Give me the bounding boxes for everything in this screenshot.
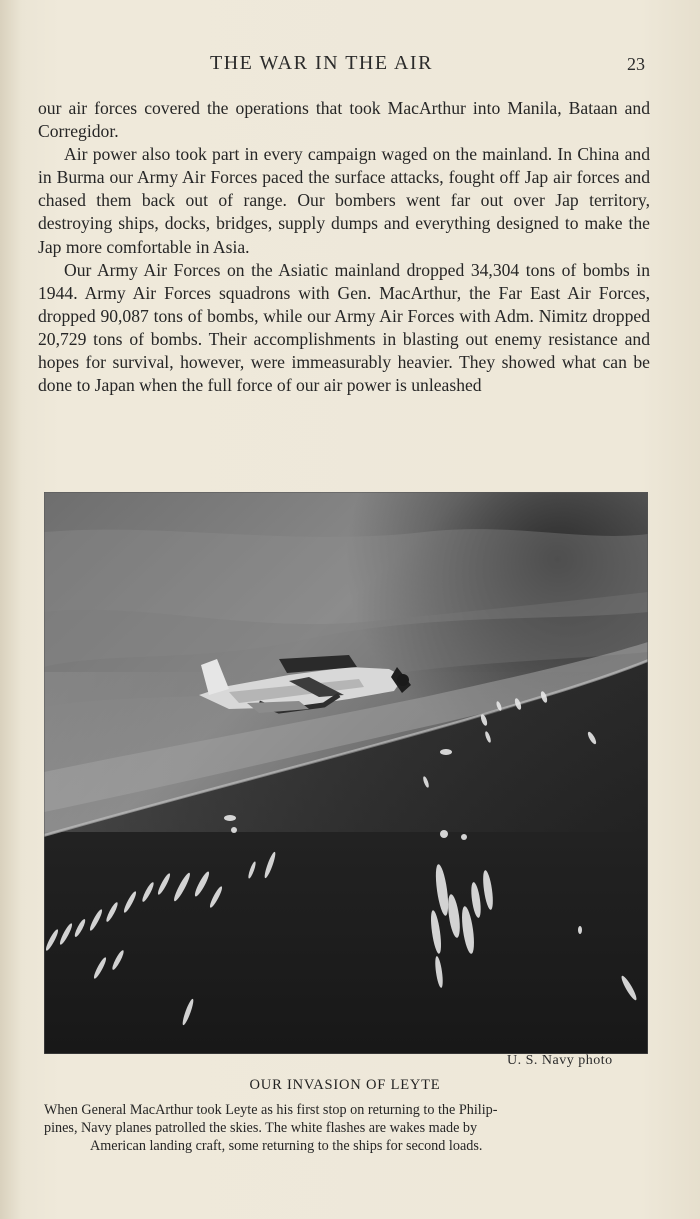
leyte-photo: [44, 492, 648, 1054]
paragraph: our air forces covered the operations that took MacArthur into Manila, Bataan and Corregidor.: [38, 98, 650, 142]
paragraph: Air power also took part in every campaign waged on the mainland. In China and in Burma our Army Air Forces paced the surface attacks, fought off Jap air forces and chased them back out of range. Our bombers went far out over Jap territory, destroying ships, docks, bridges, supply dumps and everything designed to make the Jap more comfortable in Asia.: [38, 144, 650, 257]
body-text: [38, 97, 650, 397]
photo-credit: U. S. Navy photo: [507, 1053, 613, 1068]
page-number: 23: [627, 54, 645, 74]
running-title: THE WAR IN THE AIR: [210, 52, 433, 74]
paragraph: Our Army Air Forces on the Asiatic mainland dropped 34,304 tons of bombs in 1944. Army Air Forces squadrons with Gen. MacArthur, the Far East Air Forces, dropped 90,087 tons of bombs, while our Army Air Forces with Adm. Nimitz dropped 20,729 tons of bombs. Their accomplishments in blasting out enemy resistance and hopes for survival, however, were immeasurably heavier. They showed what can be done to Japan when the full force of our air power is unleashed: [38, 259, 650, 396]
caption-line: American landing craft, some returning to the ships for second loads.: [90, 1138, 483, 1154]
caption-title: [0, 1077, 700, 1094]
caption-title-text: OUR INVASION OF LEYTE: [249, 1077, 441, 1093]
caption-line: When General MacArthur took Leyte as his first stop on returning to the Philip-: [44, 1102, 498, 1118]
caption-text: [44, 1101, 658, 1155]
caption-line: pines, Navy planes patrolled the skies. The white flashes are wakes made by: [44, 1120, 478, 1136]
running-head: [0, 52, 700, 76]
